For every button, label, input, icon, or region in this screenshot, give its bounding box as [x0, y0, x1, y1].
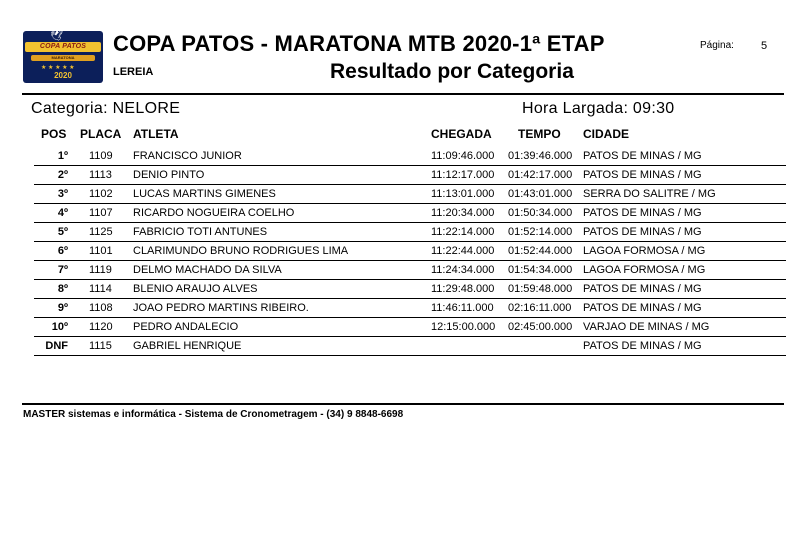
- position-cell: 5º: [57, 226, 68, 238]
- time-cell: 01:42:17.000: [508, 169, 573, 181]
- position-cell: 10º: [51, 321, 68, 333]
- city-cell: PATOS DE MINAS / MG: [583, 340, 702, 352]
- position-cell: 9º: [57, 302, 68, 314]
- arrival-cell: 11:12:17.000: [431, 169, 495, 181]
- plate-cell: 1115: [89, 340, 112, 352]
- arrival-cell: 11:22:44.000: [431, 245, 495, 257]
- column-header-tempo: TEMPO: [518, 127, 561, 141]
- arrival-cell: 11:09:46.000: [431, 150, 495, 162]
- athlete-cell: JOAO PEDRO MARTINS RIBEIRO.: [133, 302, 309, 314]
- table-row: [34, 299, 786, 318]
- column-header-atleta: ATLETA: [133, 127, 179, 141]
- position-cell: 7º: [57, 264, 68, 276]
- athlete-cell: DENIO PINTO: [133, 169, 205, 181]
- table-row: [34, 280, 786, 299]
- time-cell: 01:39:46.000: [508, 150, 573, 162]
- arrival-cell: 11:46:11.000: [431, 302, 494, 314]
- time-cell: 02:16:11.000: [508, 302, 572, 314]
- plate-cell: 1119: [89, 264, 112, 276]
- position-cell: 1º: [57, 150, 68, 162]
- logo-banner: COPA PATOS: [25, 42, 101, 52]
- city-cell: PATOS DE MINAS / MG: [583, 207, 702, 219]
- athlete-cell: FRANCISCO JUNIOR: [133, 150, 242, 162]
- footer-credits: MASTER sistemas e informática - Sistema de Cronometragem - (34) 9 8848-6698: [23, 409, 404, 420]
- position-cell: 8º: [57, 283, 68, 295]
- time-cell: 01:59:48.000: [508, 283, 573, 295]
- report-subtitle: Resultado por Categoria: [330, 60, 574, 83]
- cyclist-bird-icon: 🕊: [50, 31, 63, 42]
- plate-cell: 1114: [89, 283, 112, 295]
- arrival-cell: 11:22:14.000: [431, 226, 495, 238]
- logo-year: 2020: [54, 71, 72, 80]
- table-row: [34, 147, 786, 166]
- position-cell: 6º: [57, 245, 68, 257]
- start-time-label: Hora Largada: 09:30: [522, 100, 675, 117]
- table-row: [34, 204, 786, 223]
- page-label: Página:: [700, 40, 734, 51]
- event-logo: [23, 31, 103, 83]
- arrival-cell: 12:15:00.000: [431, 321, 496, 333]
- time-cell: 01:52:44.000: [508, 245, 573, 257]
- table-row: [34, 242, 786, 261]
- column-header-cidade: CIDADE: [583, 127, 630, 141]
- plate-cell: 1101: [89, 245, 113, 257]
- table-row: [34, 166, 786, 185]
- table-row: [34, 337, 786, 356]
- table-row: [34, 185, 786, 204]
- category-label: Categoria: NELORE: [31, 100, 181, 117]
- time-cell: 01:43:01.000: [508, 188, 573, 200]
- arrival-cell: 11:13:01.000: [431, 188, 495, 200]
- city-cell: PATOS DE MINAS / MG: [583, 169, 702, 181]
- city-cell: VARJAO DE MINAS / MG: [583, 321, 710, 333]
- footer-divider: [22, 403, 784, 405]
- athlete-cell: PEDRO ANDALECIO: [133, 321, 239, 333]
- plate-cell: 1109: [89, 150, 113, 162]
- city-cell: LAGOA FORMOSA / MG: [583, 245, 706, 257]
- organizer-name: LEREIA: [113, 66, 154, 78]
- column-header-placa: PLACA: [80, 127, 122, 141]
- city-cell: PATOS DE MINAS / MG: [583, 283, 702, 295]
- page-number: 5: [761, 40, 768, 52]
- city-cell: PATOS DE MINAS / MG: [583, 226, 702, 238]
- position-cell: 3º: [57, 188, 68, 200]
- plate-cell: 1107: [89, 207, 113, 219]
- table-row: [34, 223, 786, 242]
- time-cell: 01:54:34.000: [508, 264, 573, 276]
- city-cell: LAGOA FORMOSA / MG: [583, 264, 706, 276]
- column-header-pos: POS: [41, 127, 67, 141]
- plate-cell: 1125: [89, 226, 113, 238]
- logo-subtitle: MARATONA: [31, 55, 95, 61]
- time-cell: 01:52:14.000: [508, 226, 573, 238]
- arrival-cell: 11:24:34.000: [431, 264, 495, 276]
- table-row: [34, 318, 786, 337]
- athlete-cell: DELMO MACHADO DA SILVA: [133, 264, 282, 276]
- plate-cell: 1108: [89, 302, 113, 314]
- athlete-cell: LUCAS MARTINS GIMENES: [133, 188, 276, 200]
- plate-cell: 1102: [89, 188, 113, 200]
- time-cell: 02:45:00.000: [508, 321, 573, 333]
- city-cell: PATOS DE MINAS / MG: [583, 150, 702, 162]
- athlete-cell: GABRIEL HENRIQUE: [133, 340, 242, 352]
- athlete-cell: FABRICIO TOTI ANTUNES: [133, 226, 268, 238]
- column-header-chegada: CHEGADA: [431, 127, 492, 141]
- plate-cell: 1113: [89, 169, 112, 181]
- logo-ornament: ★ ★ ★ ★ ★: [41, 65, 75, 71]
- athlete-cell: RICARDO NOGUEIRA COELHO: [133, 207, 295, 219]
- city-cell: PATOS DE MINAS / MG: [583, 302, 702, 314]
- results-table: [0, 147, 800, 356]
- time-cell: 01:50:34.000: [508, 207, 573, 219]
- position-cell: 2º: [57, 169, 68, 181]
- plate-cell: 1120: [89, 321, 113, 333]
- position-cell: DNF: [45, 340, 68, 352]
- athlete-cell: CLARIMUNDO BRUNO RODRIGUES LIMA: [133, 245, 349, 257]
- event-title: COPA PATOS - MARATONA MTB 2020-1ª ETAP: [113, 31, 605, 56]
- table-row: [34, 261, 786, 280]
- arrival-cell: 11:29:48.000: [431, 283, 495, 295]
- arrival-cell: 11:20:34.000: [431, 207, 495, 219]
- header-divider: [22, 93, 784, 95]
- city-cell: SERRA DO SALITRE / MG: [583, 188, 716, 200]
- athlete-cell: BLENIO ARAUJO ALVES: [133, 283, 258, 295]
- position-cell: 4º: [57, 207, 68, 219]
